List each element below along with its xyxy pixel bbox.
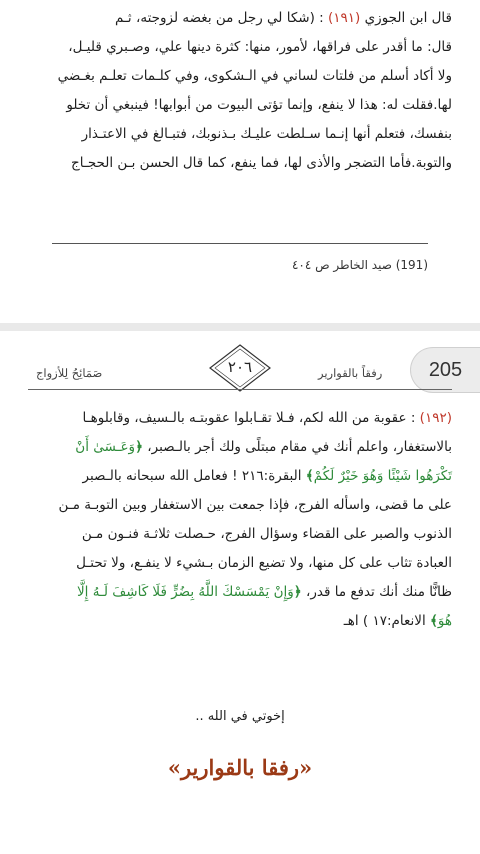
text-line bbox=[28, 462, 452, 491]
signature-title: «رفقا بالقوارير» bbox=[167, 755, 313, 780]
text-line: ولا أكاد أسلم من فلتات لساني في الـشكوى، وفي كلـمات تعلـم بغـضي bbox=[57, 68, 452, 84]
text-line: قال: ما أقدر على فراقها، لأمور، منها: كثرة دينها علي، وصـبري قليـل، bbox=[68, 39, 452, 55]
footnote-divider bbox=[52, 243, 428, 244]
running-title-chapter: صَمَائِحُ لِلأزواج bbox=[36, 366, 103, 380]
top-paragraph bbox=[28, 4, 452, 178]
text-line bbox=[28, 433, 452, 462]
quran-verse: تَكْرَهُوا شَيْئًا وَهُوَ خَيْرٌ لَكُمْ bbox=[313, 468, 452, 484]
verse-bracket: ﴾ bbox=[305, 468, 314, 484]
text-line: قال ابن الجوزي (١٩١) : (شكا لي رجل من بغضه لزوجته، ثـم bbox=[114, 10, 452, 26]
verse-bracket: ﴿ bbox=[135, 439, 143, 455]
page-number: ٢٠٦ bbox=[227, 358, 253, 376]
text-segment: ظانًّا منك أنك تدفع ما قدر، bbox=[301, 584, 452, 600]
text-segment: بالاستغفار، واعلم أنك في مقام مبتلًى ولك أجر بالـصبر، bbox=[143, 439, 452, 455]
text-line: والتوبة.فأما التضجر والأذى لها، فما ينفع، كما قال الحسن بـن الحجـاج bbox=[71, 155, 452, 171]
page-number-badge[interactable]: 205 bbox=[410, 347, 480, 393]
text-segment: الانعام:١٧ ) اهـ bbox=[343, 613, 430, 629]
text-line bbox=[28, 549, 452, 578]
header-divider bbox=[28, 389, 452, 390]
text-segment: العبادة تثاب على كل منها، ولا تضيع الزمان بـشيء لا ينفـع، ولا تحتـل bbox=[76, 555, 452, 571]
bottom-paragraph bbox=[28, 404, 452, 636]
footnote-ref-191[interactable]: (١٩١) bbox=[327, 10, 361, 26]
quran-verse: هُوَ bbox=[437, 613, 452, 629]
text-segment: الذنوب والصبر على القضاء وسؤال الفرج، حـصلت ثلاثـة فنـون مـن bbox=[81, 526, 452, 542]
text-line: بنفسك، فتعلم أنها إنـما سـلطت عليـك بـذنوبك، فتبـالغ في الاعتـذار bbox=[81, 126, 452, 142]
text-line bbox=[28, 404, 452, 433]
text-line: لها.فقلت له: هذا لا ينفع، وإنما تؤتى البيوت من أبوابها! فينبغي أن تخلو bbox=[66, 97, 452, 113]
text-line bbox=[28, 491, 452, 520]
verse-bracket: ﴿ bbox=[293, 584, 302, 600]
running-title-book: رفقاً بالقوارير bbox=[318, 366, 383, 380]
text-segment: : عقوبة من الله لكم، فـلا تقـابلوا عقوبتـه بالـسيف، وقابلوهـا bbox=[82, 410, 420, 426]
text-line bbox=[28, 607, 452, 636]
closing-line: إخوتي في الله .. bbox=[195, 709, 285, 724]
previous-page bbox=[0, 0, 480, 323]
text-segment: البقرة:٢١٦ ! فعامل الله سبحانه بالـصبر bbox=[82, 468, 306, 484]
footnote: (191) صيد الخاطر ص ٤٠٤ bbox=[291, 258, 428, 272]
quran-verse: وَإِنْ يَمْسَسْكَ اللَّهُ بِضُرٍّ فَلَا كَاشِفَ لَـهُ إِلَّا bbox=[76, 584, 294, 600]
footnote-ref-192[interactable]: (١٩٢) bbox=[419, 410, 452, 426]
quran-verse: وَعَـسَىٰ أَنْ bbox=[75, 439, 136, 455]
text-line bbox=[28, 578, 452, 607]
text-line bbox=[28, 520, 452, 549]
page-number-ornament bbox=[208, 343, 272, 393]
verse-bracket: ﴾ bbox=[429, 613, 438, 629]
text-segment: على ما قضى، واسأله الفرج، فإذا جمعت بين الاستغفار وبين التوبـة مـن bbox=[58, 497, 452, 513]
